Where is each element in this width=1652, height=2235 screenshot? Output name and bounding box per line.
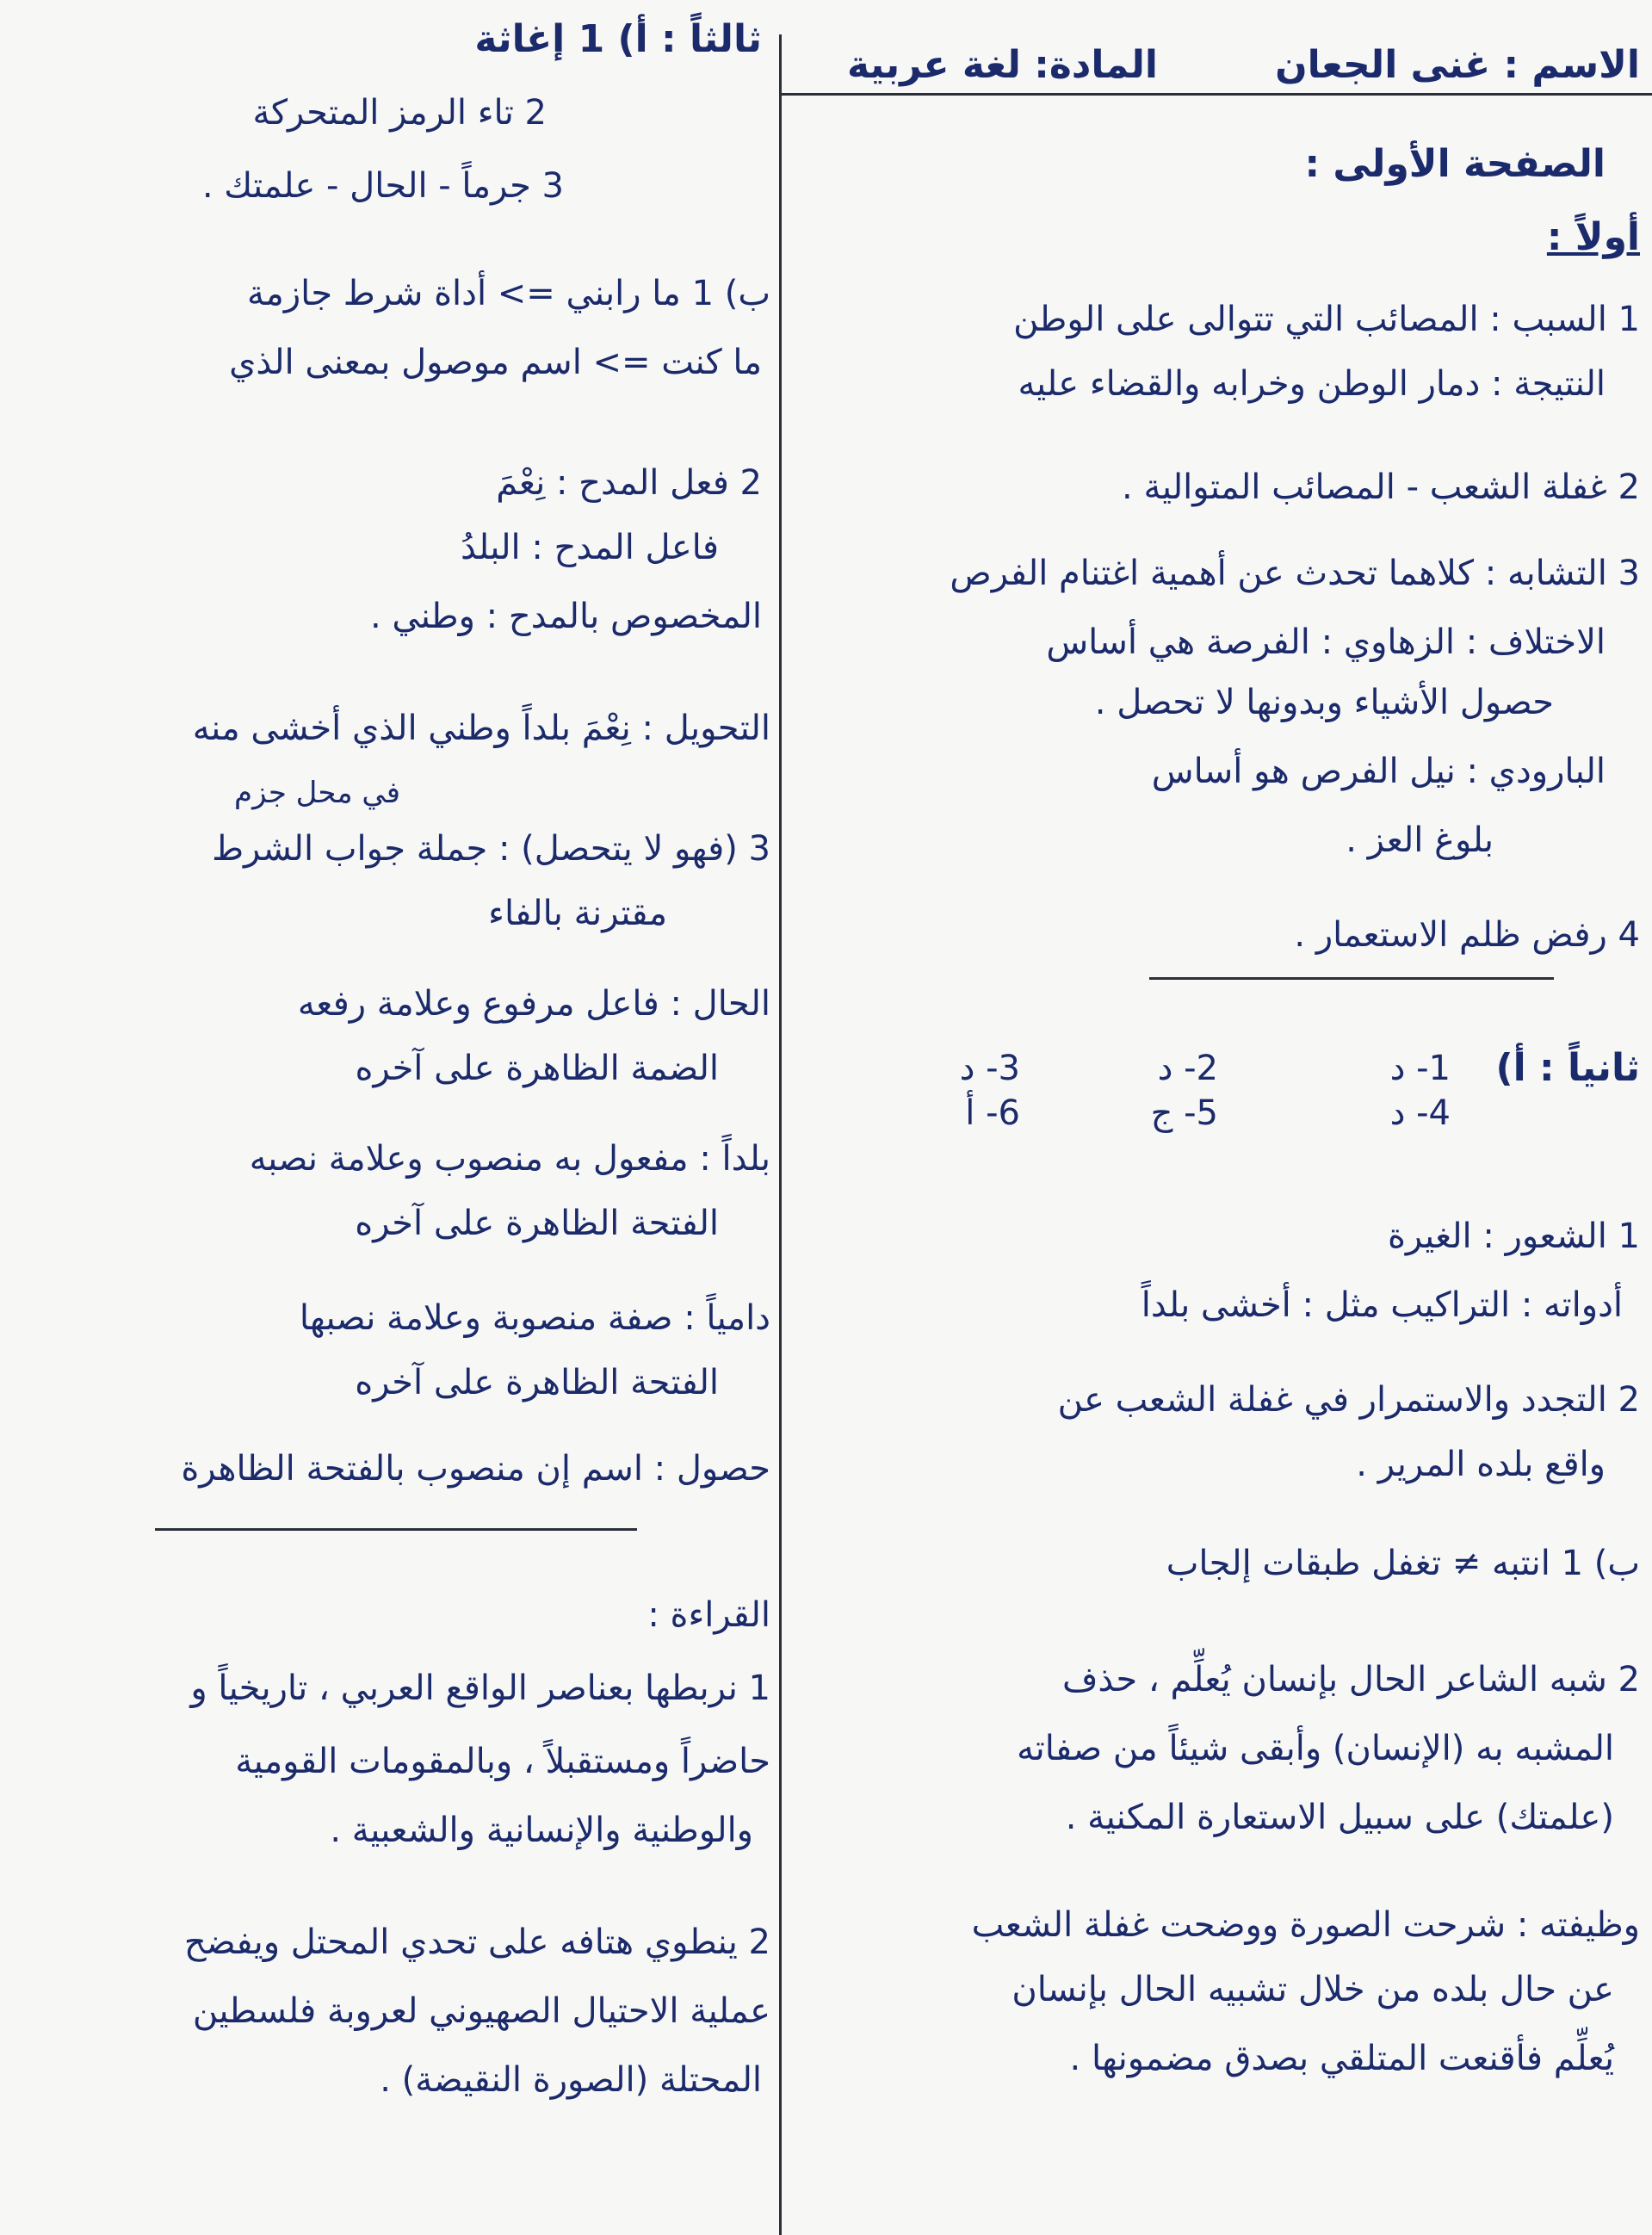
r-line-1: 1 السبب : المصائب التي تتوالى على الوطن	[1013, 300, 1640, 339]
student-name: الاسم : غنى الجعان	[1275, 43, 1640, 87]
l-line-2: 3 جرماً - الحال - علمتك .	[201, 166, 564, 206]
l-line-15: الفتحة الظاهرة على آخره	[355, 1204, 719, 1243]
l-line-20: 1 نربطها بعناصر الواقع العربي ، تاريخياً و	[190, 1669, 770, 1708]
section3-title: ثالثاً : أ) 1 إغاثة	[474, 17, 762, 61]
answers-grid	[633, 1046, 1451, 1136]
l-line-1: 2 تاء الرمز المتحركة	[252, 93, 547, 133]
r2-line-6: 2 شبه الشاعر الحال بإنسان يُعلِّم ، حذف	[1061, 1660, 1640, 1699]
answer-3: 3- د	[959, 1049, 1020, 1088]
r2-line-8: (علمتك) على سبيل الاستعارة المكنية .	[1065, 1798, 1614, 1837]
r-line-6: حصول الأشياء وبدونها لا تحصل .	[1094, 683, 1554, 722]
right-divider-1	[1149, 977, 1554, 980]
r2-line-4: واقع بلده المرير .	[1356, 1445, 1606, 1484]
l-line-13: الضمة الظاهرة على آخره	[355, 1049, 719, 1088]
l-line-16: دامياً : صفة منصوبة وعلامة نصبها	[299, 1298, 770, 1338]
header-underline	[779, 93, 1652, 96]
r2-line-11: يُعلِّم فأقنعت المتلقي بصدق مضمونها .	[1069, 2039, 1614, 2078]
answer-6: 6- أ	[965, 1093, 1020, 1133]
l-line-9: في محل جزم	[234, 776, 400, 810]
l-line-25: المحتلة (الصورة النقيضة) .	[380, 2060, 762, 2100]
l-line-4: ما كنت => اسم موصول بمعنى الذي	[229, 343, 762, 382]
r-line-3: 2 غفلة الشعب - المصائب المتوالية .	[1122, 467, 1640, 507]
l-line-6: فاعل المدح : البلدُ	[461, 528, 719, 567]
l-line-10: 3 (فهو لا يتحصل) : جملة جواب الشرط	[212, 829, 770, 869]
answer-2: 2- د	[1157, 1049, 1218, 1088]
l-line-24: عملية الاحتيال الصهيوني لعروبة فلسطين	[192, 1991, 770, 2031]
r-line-7: البارودي : نيل الفرص هو أساس	[1151, 752, 1606, 791]
answer-1: 1- د	[1389, 1049, 1451, 1088]
r2-line-5: ب) 1 انتبه ≠ تغفل طبقات إلجاب	[1166, 1544, 1640, 1583]
r2-line-7: المشبه به (الإنسان) وأبقى شيئاً من صفاته	[1017, 1729, 1614, 1768]
l-line-8: التحويل : نِعْمَ بلداً وطني الذي أخشى منه	[192, 709, 770, 748]
section2-title: ثانياً : أ)	[1495, 1046, 1640, 1090]
l-line-22: والوطنية والإنسانية والشعبية .	[330, 1811, 753, 1850]
r2-line-1: 1 الشعور : الغيرة	[1387, 1217, 1640, 1256]
subject-label: المادة: لغة عربية	[846, 43, 1158, 87]
r-line-8: بلوغ العز .	[1346, 820, 1494, 860]
answer-5: 5- ج	[1150, 1093, 1218, 1133]
page-title: الصفحة الأولى :	[1304, 142, 1606, 186]
r2-line-10: عن حال بلده من خلال تشبيه الحال بإنسان	[1012, 1970, 1614, 2009]
r2-line-3: 2 التجدد والاستمرار في غفلة الشعب عن	[1057, 1380, 1640, 1420]
l-line-14: بلداً : مفعول به منصوب وعلامة نصبه	[249, 1139, 770, 1179]
r-line-2: النتيجة : دمار الوطن وخرابه والقضاء عليه	[1018, 364, 1606, 404]
r-line-5: الاختلاف : الزهاوي : الفرصة هي أساس	[1046, 622, 1606, 662]
l-line-7: المخصوص بالمدح : وطني .	[369, 597, 762, 636]
section1-title: أولاً :	[1546, 215, 1640, 259]
r-line-9: 4 رفض ظلم الاستعمار .	[1294, 915, 1640, 955]
answer-4: 4- د	[1389, 1093, 1451, 1133]
r2-line-2: أدواته : التراكيب مثل : أخشى بلداً	[1141, 1285, 1623, 1325]
l-line-5: 2 فعل المدح : نِعْمَ	[496, 463, 762, 503]
l-line-19: القراءة :	[647, 1595, 770, 1635]
left-divider-1	[155, 1528, 637, 1531]
l-line-18: حصول : اسم إن منصوب بالفتحة الظاهرة	[181, 1449, 770, 1489]
l-line-12: الحال : فاعل مرفوع وعلامة رفعه	[297, 984, 770, 1024]
l-line-11: مقترنة بالفاء	[488, 894, 667, 933]
r-line-4: 3 التشابه : كلاهما تحدث عن أهمية اغتنام الفرص	[950, 554, 1640, 593]
l-line-23: 2 ينطوي هتافه على تحدي المحتل ويفضح	[183, 1922, 770, 1962]
l-line-3: ب) 1 ما رابني => أداة شرط جازمة	[246, 274, 770, 313]
l-line-21: حاضراً ومستقبلاً ، وبالمقومات القومية	[235, 1742, 770, 1781]
r2-line-9: وظيفته : شرحت الصورة ووضحت غفلة الشعب	[971, 1905, 1640, 1945]
l-line-17: الفتحة الظاهرة على آخره	[355, 1363, 719, 1402]
